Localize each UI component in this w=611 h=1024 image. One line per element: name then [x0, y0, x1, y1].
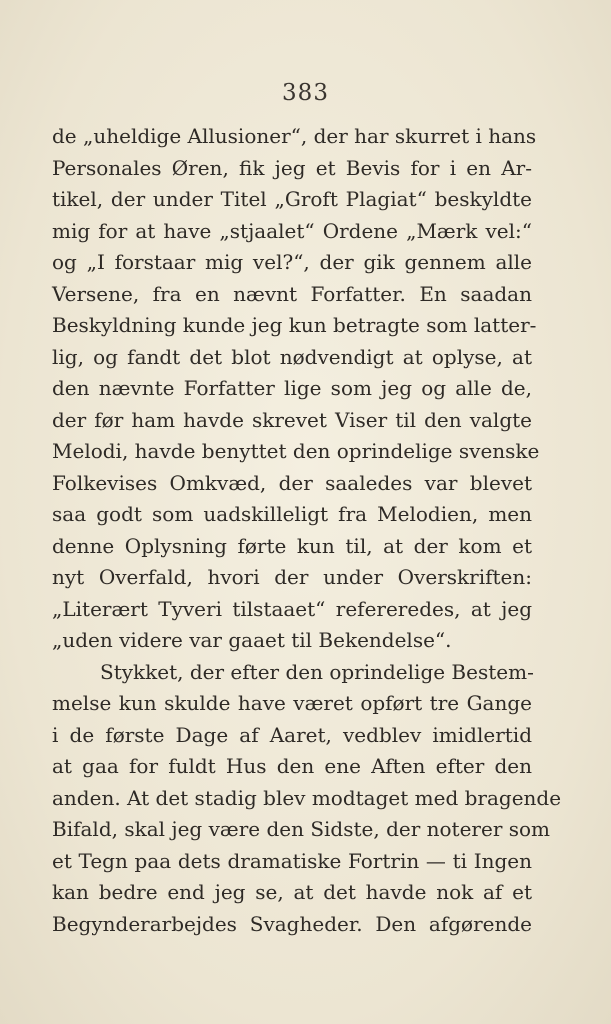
- text-line: Versene, fra en nævnt Forfatter. En saadan: [52, 281, 532, 306]
- text-line: der før ham havde skrevet Viser til den valgte: [52, 407, 532, 432]
- text-line: denne Oplysning førte kun til, at der kom et: [52, 533, 532, 558]
- text-line: Begynderarbejdes Svagheder. Den afgørende: [52, 911, 532, 936]
- text-line: „uden videre var gaaet til Bekendelse“.: [52, 628, 452, 652]
- text-line: nyt Overfald, hvori der under Overskriften:: [52, 565, 532, 589]
- body-text: [52, 121, 562, 940]
- text-line: Melodi, havde benyttet den oprindelige svenske: [52, 439, 540, 463]
- text-line: tikel, der under Titel „Groft Plagiat“ beskyldte: [52, 187, 532, 211]
- text-line: de „uheldige Allusioner“, der har skurret i hans: [52, 124, 537, 148]
- text-line: kan bedre end jeg se, at det havde nok af et: [52, 880, 532, 904]
- text-line: at gaa for fuldt Hus den ene Aften efter den: [52, 754, 532, 778]
- text-line: den nævnte Forfatter lige som jeg og alle de,: [52, 376, 532, 400]
- text-line: melse kun skulde have været opført tre Gange: [52, 691, 532, 715]
- text-line: et Tegn paa dets dramatiske Fortrin — ti Ingen: [52, 848, 532, 873]
- text-line: og „I forstaar mig vel?“, der gik gennem alle: [52, 250, 532, 274]
- text-line: i de første Dage af Aaret, vedblev imidlertid: [52, 722, 532, 747]
- text-line: saa godt som uadskilleligt fra Melodien, men: [52, 502, 532, 526]
- text-line: anden. At det stadig blev modtaget med bragende: [52, 785, 562, 810]
- text-line: Folkevises Omkvæd, der saaledes var blevet: [52, 470, 532, 495]
- text-line: lig, og fandt det blot nødvendigt at oplyse, at: [52, 344, 532, 369]
- text-line: „Literært Tyveri tilstaaet“ refereredes, at jeg: [52, 596, 532, 621]
- text-line: Beskyldning kunde jeg kun betragte som latter-: [52, 313, 537, 337]
- text-line: Stykket, der efter den oprindelige Bestem-: [100, 659, 534, 684]
- text-line: Personales Øren, fik jeg et Bevis for i en Ar-: [52, 155, 532, 180]
- text-line: mig for at have „stjaalet“ Ordene „Mærk vel:“: [52, 218, 532, 243]
- page-number: 383: [282, 80, 329, 106]
- text-line: Bifald, skal jeg være den Sidste, der noterer som: [52, 817, 551, 841]
